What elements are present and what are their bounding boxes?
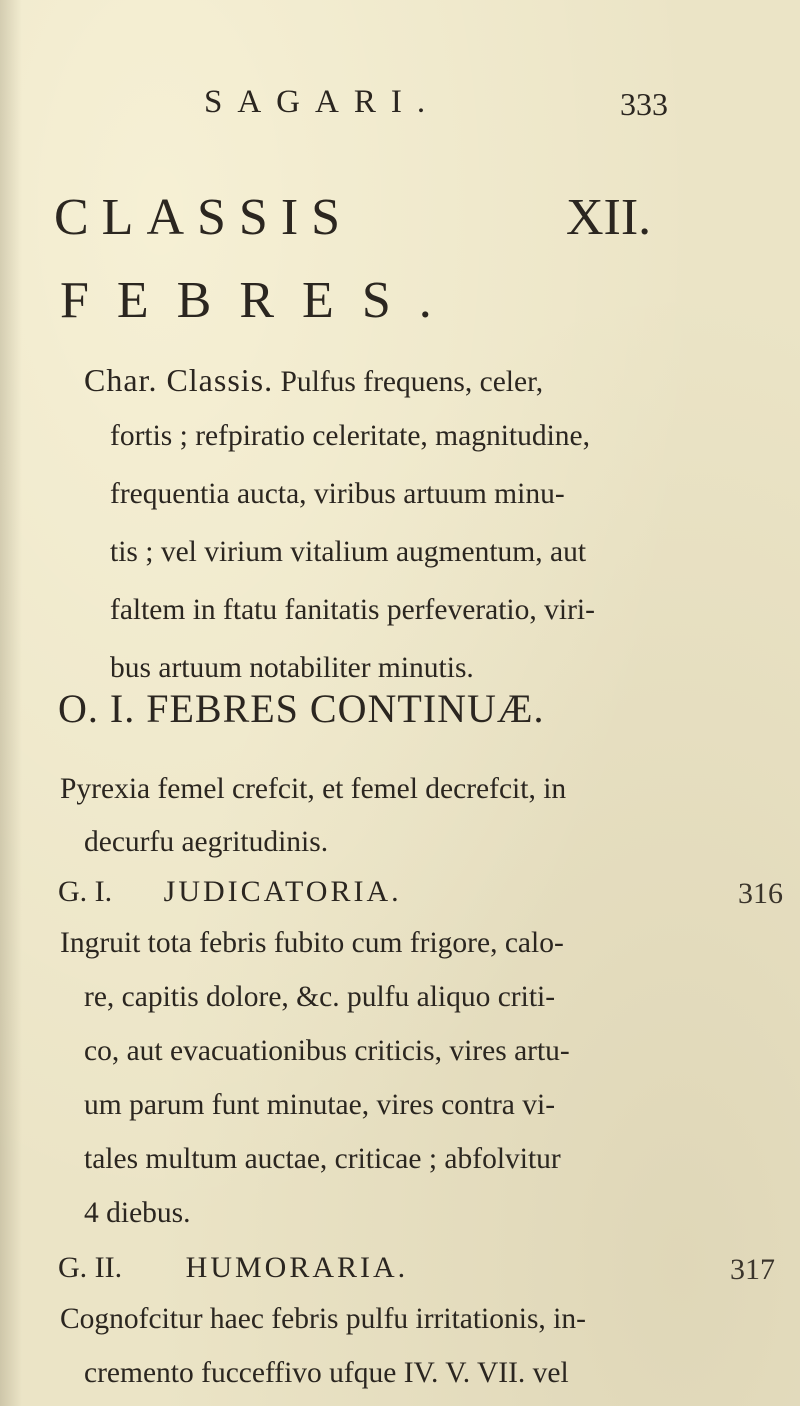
gutter-shadow (0, 0, 22, 1406)
page-number: 333 (620, 86, 668, 122)
order-definition-line-2: decurfu aegritudinis. (84, 826, 329, 858)
character-line-5: faltem in ftatu fanitatis perfeveratio, viri- (110, 594, 595, 626)
genus-2-name: HUMORARIA. (185, 1251, 409, 1284)
genus-1-desc-line-3: co, aut evacuationibus criticis, vires artu- (84, 1035, 570, 1067)
character-line-3: frequentia aucta, viribus artuum minu- (110, 478, 565, 510)
character-label: Char. Classis. (84, 362, 274, 398)
genus-2-desc-line-2: cremento fucceffivo ufque IV. V. VII. vel (84, 1357, 569, 1389)
genus-1-desc-line-4: um parum funt minutae, vires contra vi- (84, 1089, 556, 1121)
character-line-2: fortis ; refpiratio celeritate, magnitudine, (110, 420, 591, 452)
genus-1-desc-line-1: Ingruit tota febris fubito cum frigore, calo- (60, 927, 564, 959)
order-definition-line-1: Pyrexia femel crefcit, et femel decrefcit, in (60, 773, 567, 805)
genus-1-heading (58, 875, 402, 909)
classis-number: XII. (566, 189, 652, 246)
genus-1-desc-line-2: re, capitis dolore, &c. pulfu aliquo criti- (84, 981, 556, 1013)
classis-name: FEBRES. (60, 272, 460, 329)
genus-1-margin-number: 316 (738, 877, 783, 910)
character-line-6: bus artuum notabiliter minutis. (110, 652, 474, 684)
genus-1-desc-line-6: 4 diebus. (84, 1197, 191, 1229)
genus-1-desc-line-5: tales multum auctae, criticae ; abfolvitur (84, 1143, 561, 1175)
running-head-title: SAGARI. (204, 84, 441, 120)
genus-2-heading (58, 1251, 408, 1285)
character-line-4: tis ; vel virium vitalium augmentum, aut (110, 536, 587, 568)
genus-1-name: JUDICATORIA. (163, 875, 402, 908)
character-line-1 (84, 362, 543, 399)
genus-2-desc-line-1: Cognofcitur haec febris pulfu irritationis, in- (60, 1303, 586, 1335)
character-text: Pulfus frequens, celer, (280, 366, 544, 398)
genus-2-label: G. II. (58, 1251, 123, 1284)
order-heading: O. I. FEBRES CONTINUÆ. (58, 686, 545, 731)
genus-1-label: G. I. (58, 875, 113, 908)
genus-2-margin-number: 317 (730, 1253, 775, 1286)
classis-title: CLASSIS (54, 189, 354, 246)
